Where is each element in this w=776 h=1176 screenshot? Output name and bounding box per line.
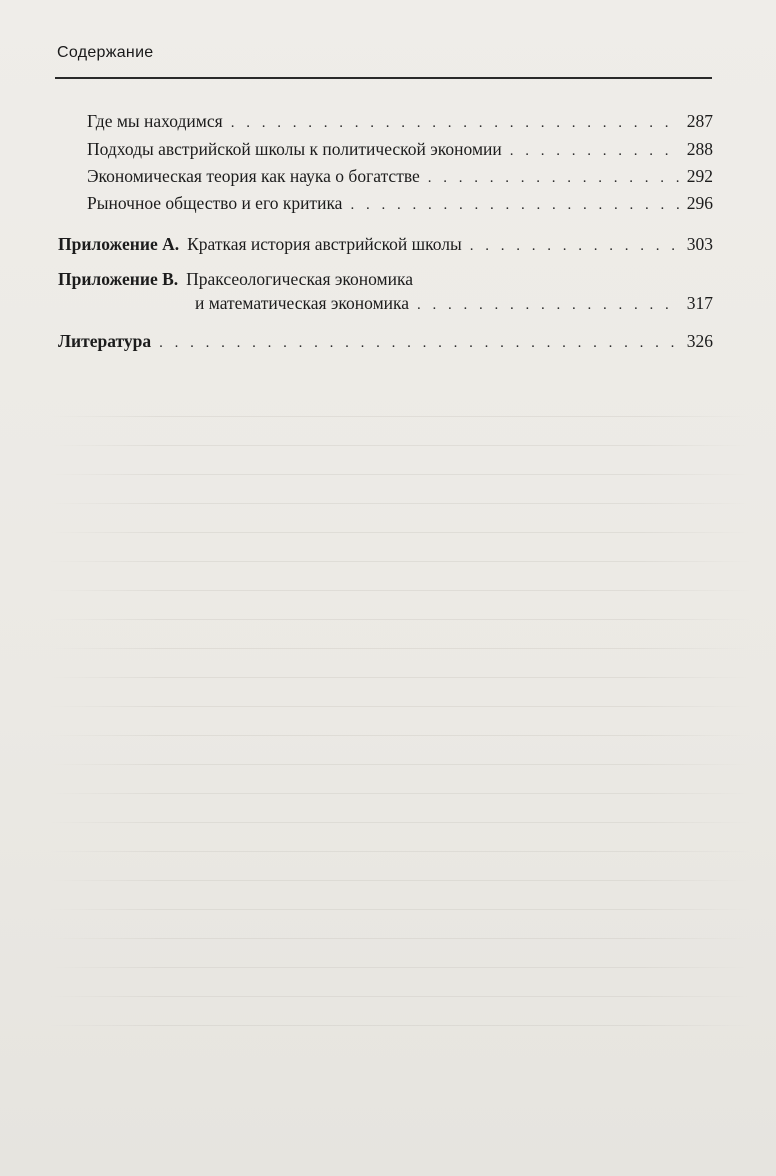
toc-entry-page: 326 [686, 331, 713, 351]
toc-entry[interactable] [87, 192, 713, 216]
toc-entry-title: Рыночное общество и его критика [87, 193, 343, 213]
toc-entry-page: 288 [686, 139, 713, 159]
toc-entry[interactable] [87, 110, 713, 134]
toc-bibliography[interactable] [58, 330, 713, 354]
appendix-label: Приложение B. [58, 269, 179, 289]
toc-entry[interactable] [87, 165, 713, 189]
toc-appendix-b[interactable] [58, 268, 713, 290]
toc-entry-title: Экономическая теория как наука о богатстве [87, 166, 420, 186]
toc-leader-dots [231, 112, 681, 134]
header-rule [55, 77, 712, 79]
toc-leader-dots [510, 140, 681, 162]
appendix-label: Приложение A. [58, 234, 180, 254]
toc-entry-page: 317 [686, 293, 713, 313]
toc-entry-page: 303 [686, 234, 713, 254]
appendix-title: Краткая история австрийской школы [187, 234, 462, 254]
toc-leader-dots [417, 294, 681, 316]
toc-entry-page: 292 [686, 166, 713, 186]
bleed-through-texture [50, 400, 750, 1040]
toc-entry[interactable] [87, 138, 713, 162]
toc-entry-title: Подходы австрийской школы к политической экономии [87, 139, 502, 159]
toc-appendix-b-continued[interactable] [195, 292, 713, 316]
toc-leader-dots [428, 167, 681, 189]
bibliography-label: Литература [58, 331, 152, 351]
toc-leader-dots [350, 194, 680, 216]
toc-entry-title: Где мы находимся [87, 111, 223, 131]
toc-leader-dots [159, 332, 681, 354]
appendix-title-continued: и математическая экономика [195, 293, 410, 313]
toc-entry-page: 287 [686, 111, 713, 131]
page-header: Содержание [57, 44, 154, 61]
toc-leader-dots [470, 235, 681, 257]
toc-appendix-a[interactable] [58, 233, 713, 257]
appendix-title: Праксеологическая экономика [186, 269, 413, 289]
toc-entry-page: 296 [686, 193, 713, 213]
